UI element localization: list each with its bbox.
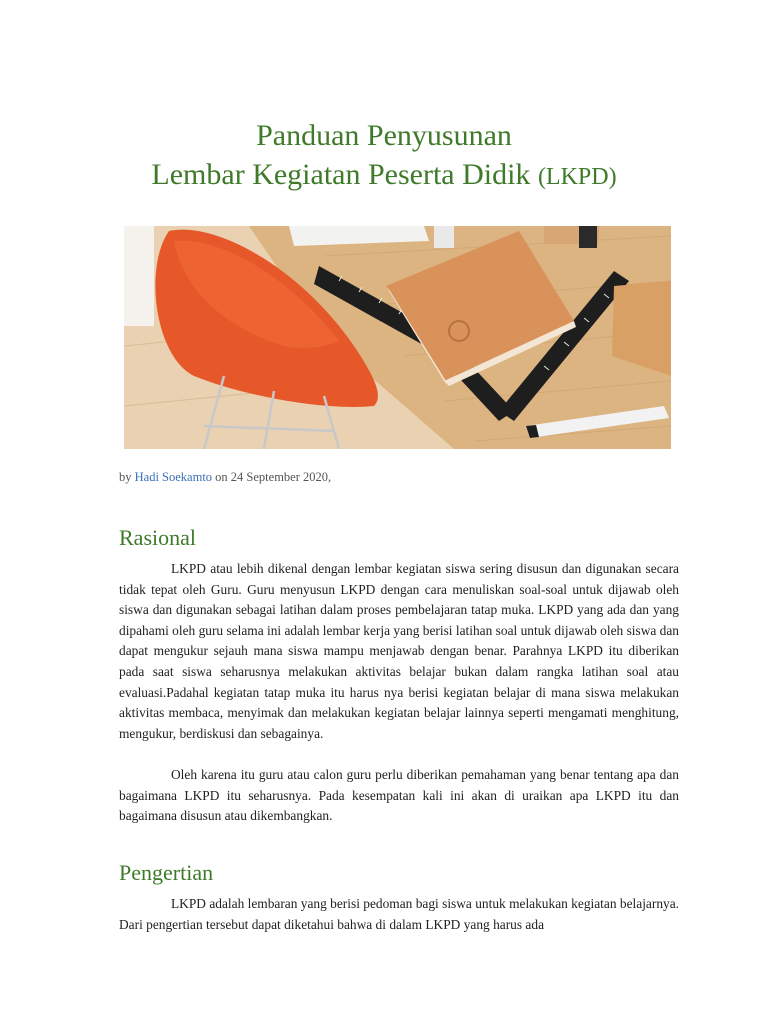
byline-prefix: by: [119, 470, 135, 484]
article-byline: [119, 470, 331, 485]
paragraph-rasional-2: Oleh karena itu guru atau calon guru perlu diberikan pemahaman yang benar tentang apa dan bagaimana LKPD itu seharusnya. Pada kesempatan kali ini akan di uraikan apa LKPD itu dan bagaimana disusun atau dikembangkan.: [119, 767, 679, 824]
section-heading-rasional: Rasional: [119, 525, 196, 550]
title-line2-text: Lembar Kegiatan Peserta Didik: [151, 158, 531, 191]
author-link[interactable]: Hadi Soekamto: [134, 470, 213, 484]
title-line1-text: Panduan Penyusunan: [256, 119, 512, 152]
page-title-line2: [0, 155, 768, 197]
desk-photo-icon: [124, 226, 671, 449]
paragraph-rasional-1: LKPD atau lebih dikenal dengan lembar kegiatan siswa sering disusun dan digunakan secara tidak tepat oleh Guru. Guru menyusun LKPD dengan cara menuliskan soal-soal untuk dijawab oleh siswa dan digunakan sebagai latihan dalam proses pembelajaran tatap muka. LKPD yang ada dan yang dipahami oleh guru selama ini adalah lembar kerja yang berisi latihan soal untuk dijawab oleh siswa dan dapat mengukur sejauh mana siswa mampu menjawab dengan benar. Parahnya LKPD itu diberikan pada saat siswa seharusnya melakukan aktivitas belajar bukan dalam rangka latihan soal atau evaluasi.Padahal kegiatan tatap muka itu harus nya berisi kegiatan belajar di mana siswa melakukan aktivitas membaca, menyimak dan melakukan kegiatan belajar lainnya seperti mengamati menghitung, mengukur, berdiskusi dan sebagainya.: [119, 561, 680, 741]
page-title-line1: [0, 116, 768, 156]
title-suffix: (LKPD): [537, 164, 617, 190]
section-heading-pengertian: Pengertian: [119, 860, 214, 885]
paragraph-pengertian-1: LKPD adalah lembaran yang berisi pedoman bagi siswa untuk melakukan kegiatan belajarnya. Dari pengertian tersebut dapat diketahui bahwa di dalam LKPD yang harus ada: [119, 896, 679, 932]
publish-date: 24 September 2020,: [230, 470, 332, 484]
hero-image: [124, 226, 671, 449]
byline-middle: on: [212, 470, 231, 484]
